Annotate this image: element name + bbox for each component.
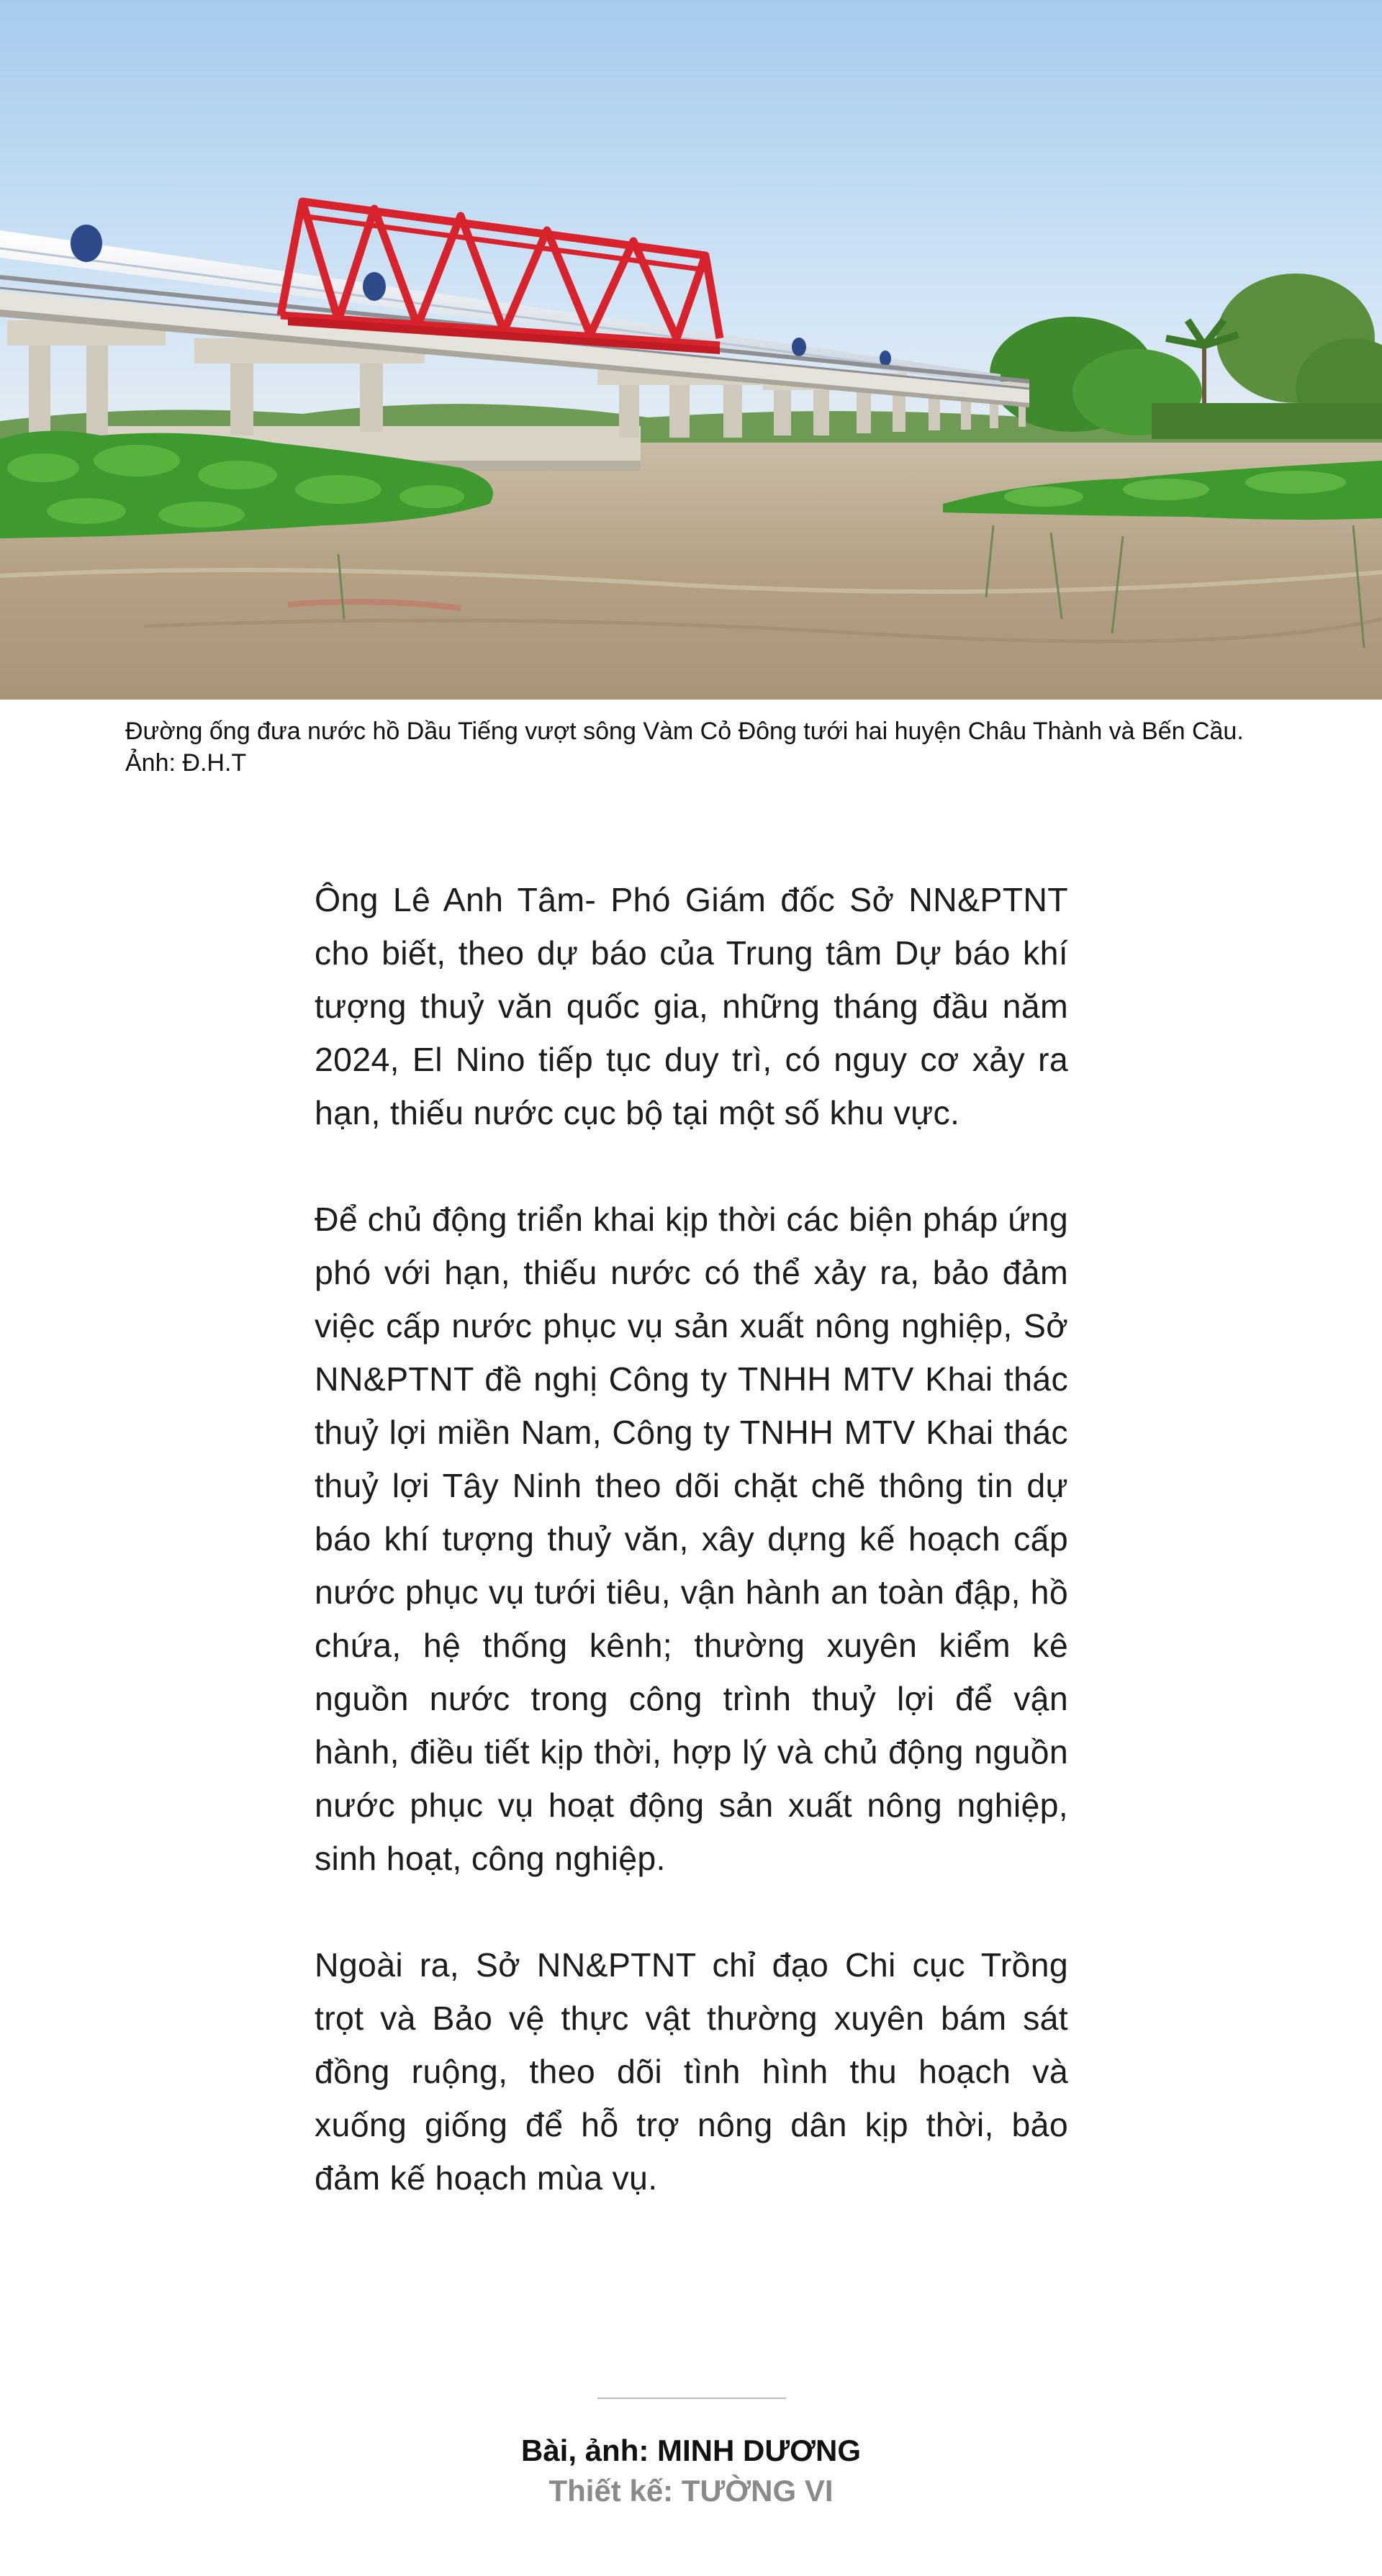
article-paragraph: Ngoài ra, Sở NN&PTNT chỉ đạo Chi cục Trồng trọt và Bảo vệ thực vật thường xuyên bám sát đồng ruộng, theo dõi tình hình thu hoạch và xuống giống để hỗ trợ nông dân kịp thời, bảo đảm kế hoạch mùa vụ. [315,1946,1068,2197]
article-paragraph: Ông Lê Anh Tâm- Phó Giám đốc Sở NN&PTNT cho biết, theo dự báo của Trung tâm Dự báo khí tượng thuỷ văn quốc gia, những tháng đầu năm 2024, El Nino tiếp tục duy trì, có nguy cơ xảy ra hạn, thiếu nước cục bộ tại một số khu vực. [315,881,1068,1131]
photo-caption: Đường ống đưa nước hồ Dầu Tiếng vượt sông Vàm Cỏ Đông tưới hai huyện Châu Thành và Bến Cầu. Ảnh: Đ.H.T [125,718,1244,777]
article-body [315,873,1068,2258]
hero-photo [0,0,1382,700]
designer-credit: Thiết kế: TƯỜNG VI [548,2474,834,2508]
article-paragraph: Để chủ động triển khai kịp thời các biện pháp ứng phó với hạn, thiếu nước có thể xảy ra, bảo đảm việc cấp nước phục vụ sản xuất nông nghiệp, Sở NN&PTNT đề nghị Công ty TNHH MTV Khai thác thuỷ lợi miền Nam, Công ty TNHH MTV Khai thác thuỷ lợi Tây Ninh theo dõi chặt chẽ thông tin dự báo khí tượng thuỷ văn, xây dựng kế hoạch cấp nước phục vụ tưới tiêu, vận hành an toàn đập, hồ chứa, hệ thống kênh; thường xuyên kiểm kê nguồn nước trong công trình thuỷ lợi để vận hành, điều tiết kịp thời, hợp lý và chủ động nguồn nước phục vụ hoạt động sản xuất nông nghiệp, sinh hoạt, công nghiệp. [315,1201,1068,1877]
credits-divider [597,2398,786,2399]
bridge-illustration [0,0,1382,700]
author-credit: Bài, ảnh: MINH DƯƠNG [520,2433,861,2467]
